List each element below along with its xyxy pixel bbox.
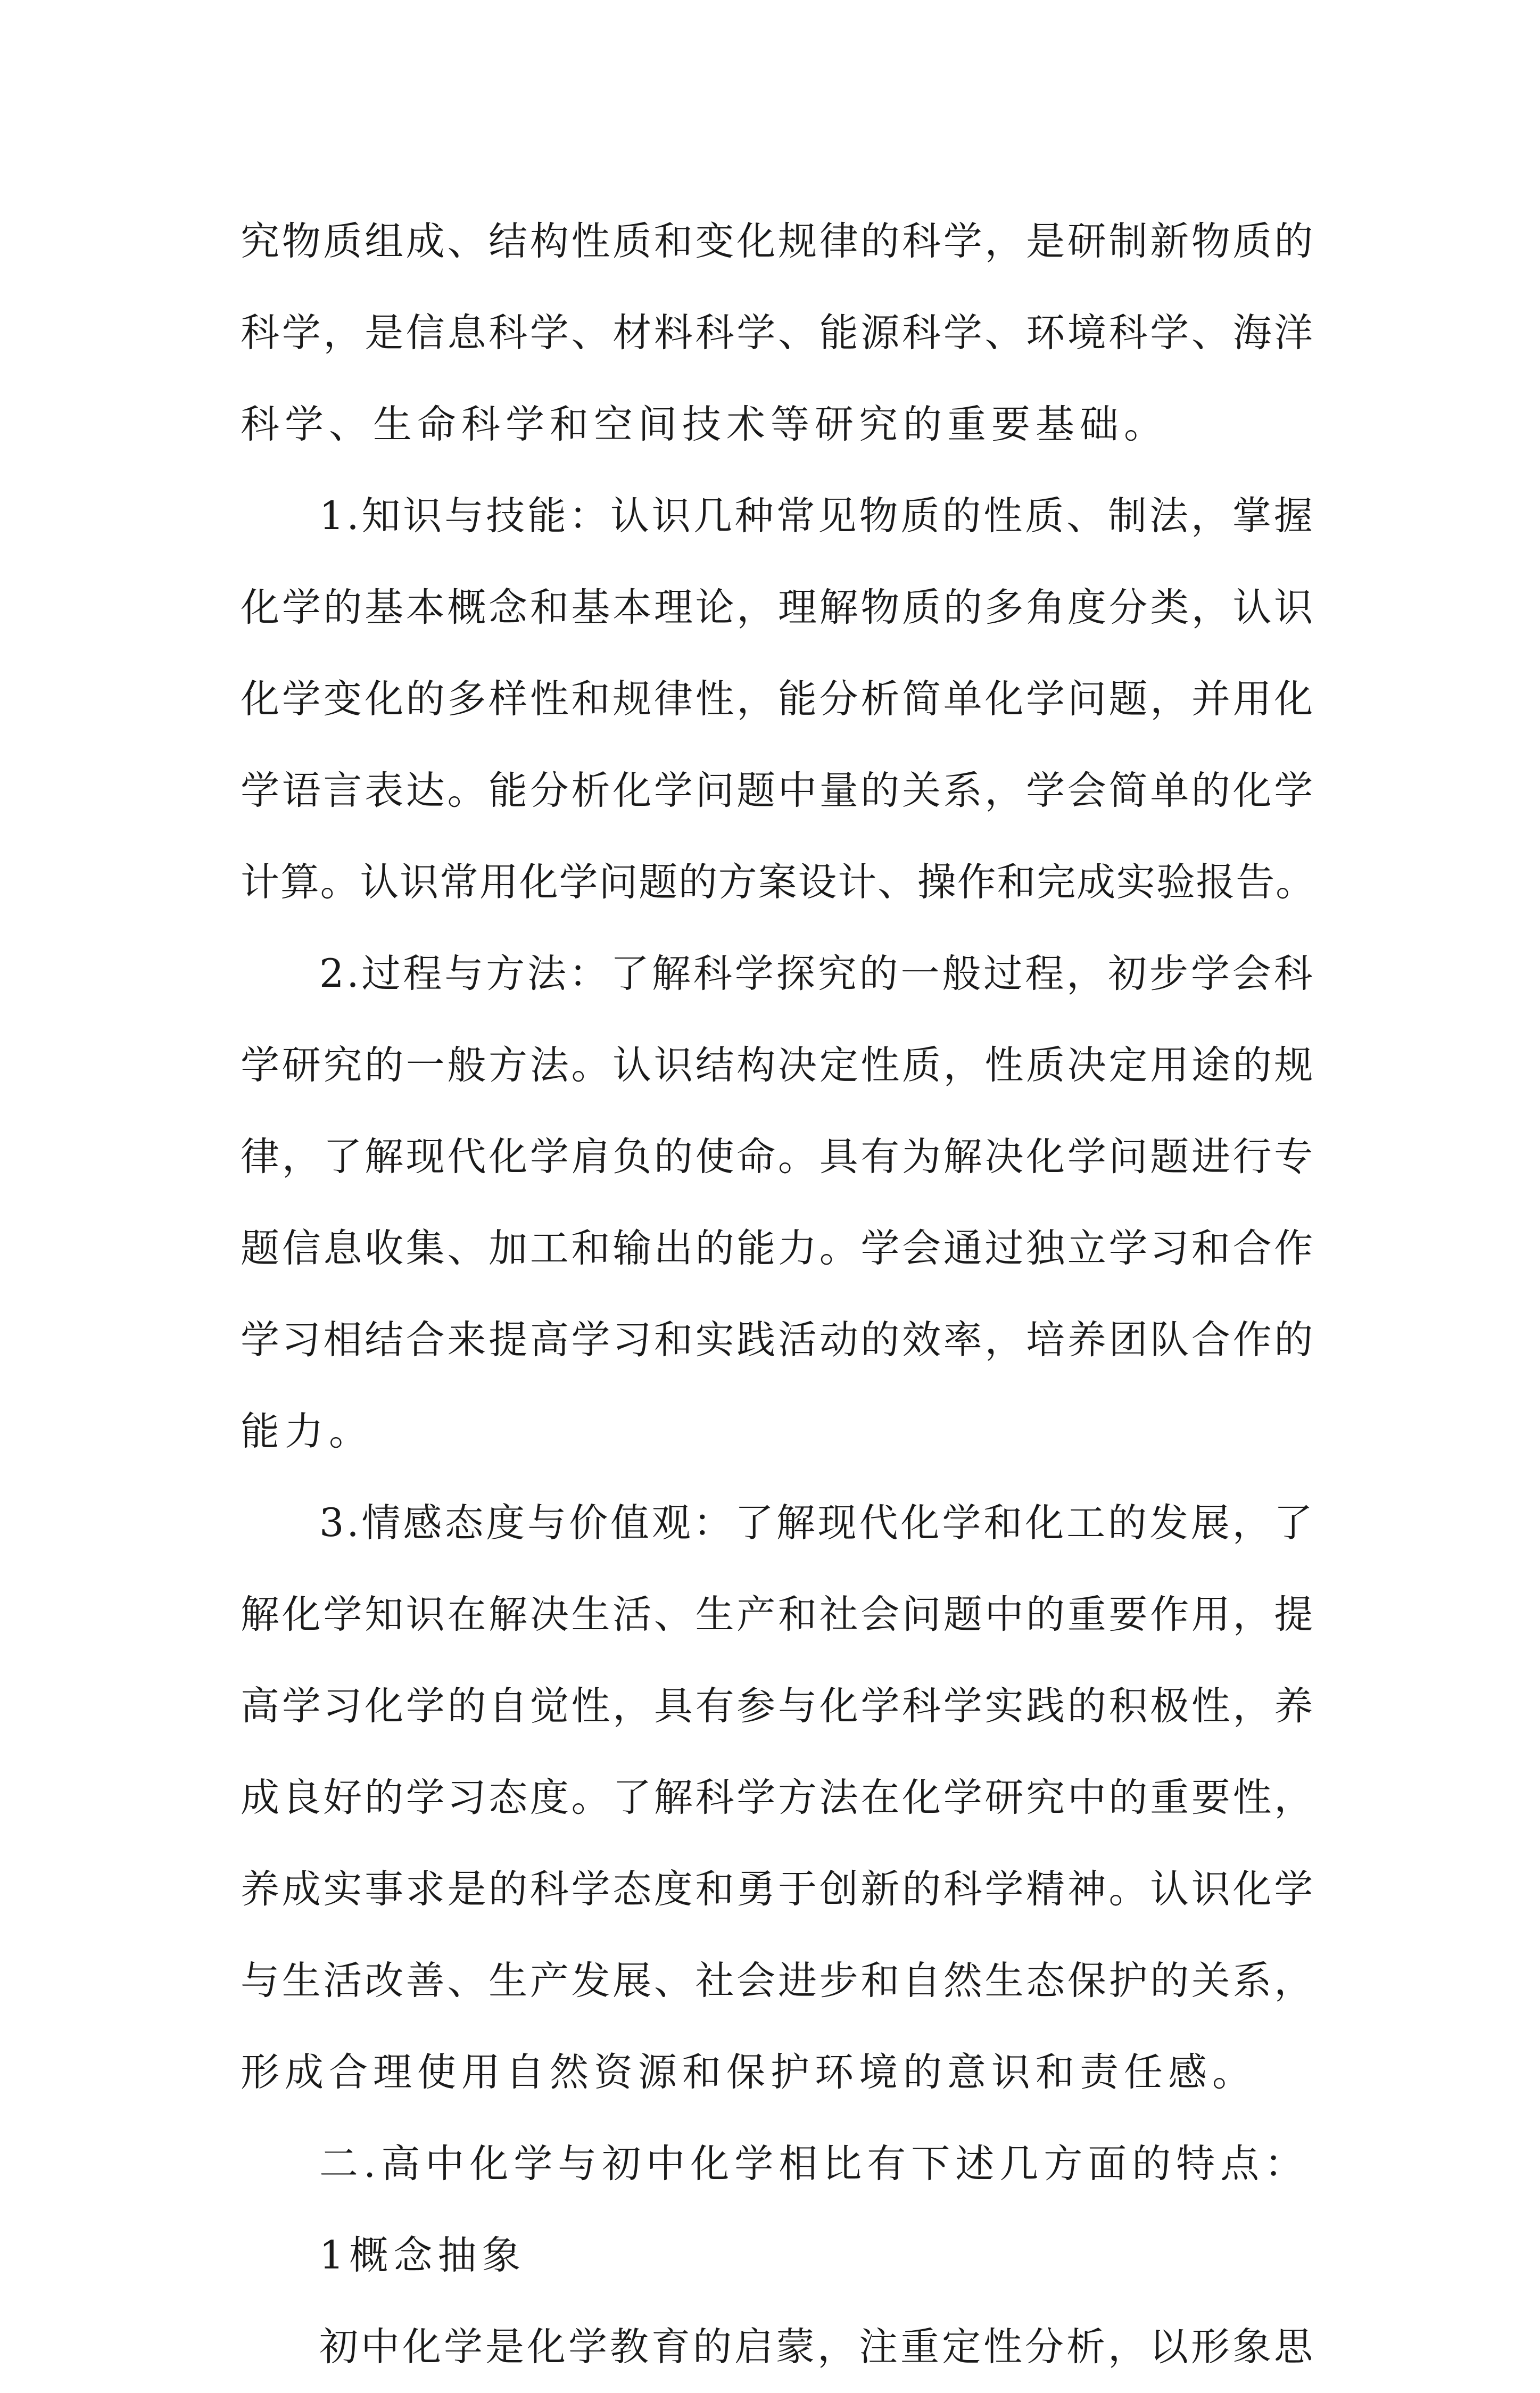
text-line: 科学，是信息科学、材料科学、能源科学、环境科学、海洋 [241,310,1315,356]
text-line: 初中化学是化学教育的启蒙，注重定性分析，以形象思 [319,2324,1315,2370]
text-line: 2.过程与方法：了解科学探究的一般过程，初步学会科 [319,951,1315,996]
text-line: 科学、生命科学和空间技术等研究的重要基础。 [241,402,1168,447]
text-line: 成良好的学习态度。了解科学方法在化学研究中的重要性， [241,1775,1315,1820]
body-text [241,196,1315,2393]
text-line: 学研究的一般方法。认识结构决定性质，性质决定用途的规 [241,1043,1315,1088]
text-line: 二.高中化学与初中化学相比有下述几方面的特点： [319,2141,1309,2186]
text-line: 计算。认识常用化学问题的方案设计、操作和完成实验报告。 [241,860,1315,905]
text-line: 养成实事求是的科学态度和勇于创新的科学精神。认识化学 [241,1867,1315,1912]
text-line: 化学变化的多样性和规律性，能分析简单化学问题，并用化 [241,676,1315,722]
text-line: 能力。 [241,1409,373,1454]
text-line: 形成合理使用自然资源和保护环境的意识和责任感。 [241,2050,1256,2095]
text-line: 题信息收集、加工和输出的能力。学会通过独立学习和合作 [241,1226,1315,1271]
text-line: 解化学知识在解决生活、生产和社会问题中的重要作用，提 [241,1592,1315,1637]
text-line: 化学的基本概念和基本理论，理解物质的多角度分类，认识 [241,585,1315,630]
text-line: 3.情感态度与价值观：了解现代化学和化工的发展，了 [319,1500,1315,1546]
text-line: 学习相结合来提高学习和实践活动的效率，培养团队合作的 [241,1317,1315,1363]
text-line: 究物质组成、结构性质和变化规律的科学，是研制新物质的 [241,219,1315,264]
text-line: 高学习化学的自觉性，具有参与化学科学实践的积极性，养 [241,1684,1315,1729]
text-line: 1.知识与技能：认识几种常见物质的性质、制法，掌握 [319,493,1315,539]
text-line: 与生活改善、生产发展、社会进步和自然生态保护的关系， [241,1958,1315,2003]
text-line: 学语言表达。能分析化学问题中量的关系，学会简单的化学 [241,768,1315,813]
text-line: 律，了解现代化学肩负的使命。具有为解决化学问题进行专 [241,1134,1315,1179]
text-line: 1概念抽象 [319,2233,526,2278]
